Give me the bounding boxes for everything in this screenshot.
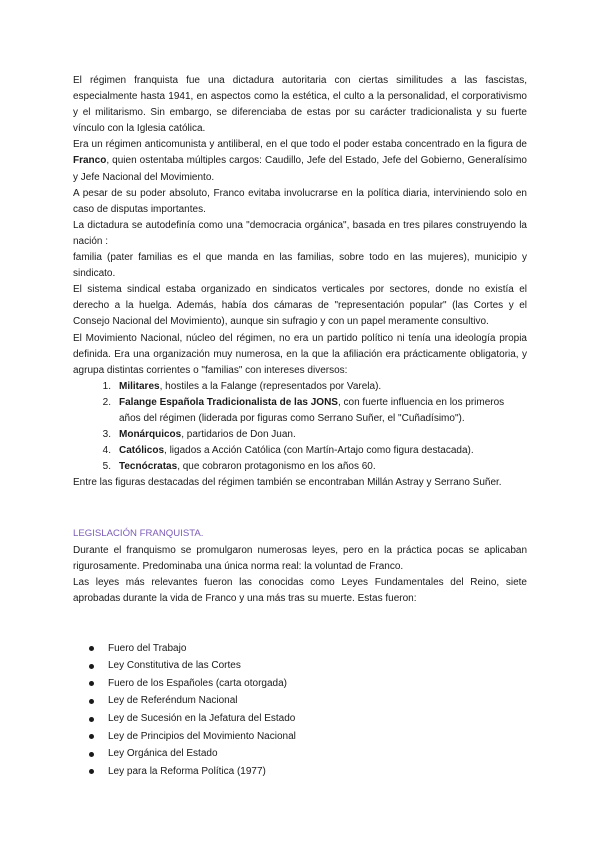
list-item — [73, 693, 527, 711]
list-text — [119, 443, 527, 459]
family-description: , hostiles a la Falange (representados por Varela). — [159, 380, 382, 392]
list-number: 5. — [102, 461, 111, 473]
law-name: Ley de Referéndum Nacional — [108, 695, 238, 707]
paragraph-fundamental-laws: Las leyes más relevantes fueron las conocidas como Leyes Fundamentales del Reino, siete aprobadas durante la vida de Franco y una más tras su muerte. Estas fueron: — [73, 576, 527, 604]
list-item — [73, 710, 527, 728]
list-item — [73, 728, 527, 746]
list-item — [73, 640, 527, 658]
document-page — [73, 73, 527, 781]
list-item — [73, 658, 527, 676]
bullet-icon — [89, 664, 94, 669]
list-text — [119, 395, 527, 427]
list-item — [73, 379, 527, 395]
paragraph-syndical-system: El sistema sindical estaba organizado en sindicatos verticales por sectores, donde no existía el derecho a la huelga. Además, había dos cámaras de "representación popular" (las Cortes y el Consejo Nacional del Movimiento), aunque sin sufragio y con un papel meramente consultivo. — [73, 284, 527, 328]
paragraph-legislation-intro: Durante el franquismo se promulgaron numerosas leyes, pero en la práctica pocas se aplicaban rigurosamente. Predominaba una única norma real: la voluntad de Franco. — [73, 544, 527, 572]
text-segment: Era un régimen anticomunista y antiliberal, en el que todo el poder estaba concentrado en la figura de — [73, 139, 527, 151]
list-item — [73, 395, 527, 427]
family-description: , que cobraron protagonismo en los años 60. — [177, 461, 376, 473]
bullet-icon — [89, 646, 94, 651]
list-number: 3. — [102, 429, 111, 441]
law-name: Fuero del Trabajo — [108, 642, 187, 654]
family-description: , con fuerte influencia en los primeros años del régimen (liderada por figuras como Serrano Suñer, el "Cuñadísimo"). — [119, 396, 505, 424]
family-name: Católicos — [119, 445, 165, 457]
list-item — [73, 443, 527, 459]
list-item — [73, 745, 527, 763]
list-item — [73, 427, 527, 443]
laws-list — [73, 640, 527, 781]
family-name: Tecnócratas — [119, 461, 178, 473]
list-text — [119, 427, 527, 443]
text-segment: , quien ostentaba múltiples cargos: Caudillo, Jefe del Estado, Jefe del Gobierno, Generalísimo y Jefe Nacional del Movimiento. — [73, 155, 527, 183]
paragraph-national-movement: El Movimiento Nacional, núcleo del régimen, no era un partido político ni tenía una ideología propia definida. Era una organización muy numerosa, en la que la afiliación era prácticamente obligatoria, y agrupa distintas corrientes o "familias" con intereses diversos: — [73, 332, 527, 376]
list-text — [119, 379, 527, 395]
list-item — [73, 675, 527, 693]
paragraph-three-pillars: familia (pater familias es el que manda en las familias, sobre todo en las mujeres), municipio y sindicato. — [73, 252, 527, 280]
law-name: Ley para la Reforma Política (1977) — [108, 765, 266, 777]
bold-franco: Franco — [73, 155, 107, 167]
paragraph-organic-democracy: La dictadura se autodefinía como una "democracia orgánica", basada en tres pilares construyendo la nación : — [73, 219, 527, 247]
bullet-icon — [89, 699, 94, 704]
law-name: Fuero de los Españoles (carta otorgada) — [108, 677, 287, 689]
section-title: LEGISLACIÓN FRANQUISTA. — [73, 528, 204, 540]
list-number: 4. — [102, 445, 111, 457]
law-name: Ley de Principios del Movimiento Nacional — [108, 730, 296, 742]
family-name: Monárquicos — [119, 429, 182, 441]
family-name: Falange Española Tradicionalista de las JONS — [119, 396, 338, 408]
family-name: Militares — [119, 380, 160, 392]
paragraph-regime-intro: El régimen franquista fue una dictadura autoritaria con ciertas similitudes a las fascistas, especialmente hasta 1941, en aspectos como la estética, el culto a la personalidad, el corporativismo y el militarismo. Sin embargo, se diferenciaba de estas por su carácter tradicionalista y su fuerte vínculo con la Iglesia católica. — [73, 75, 527, 135]
law-name: Ley Orgánica del Estado — [108, 748, 218, 760]
families-list — [73, 379, 527, 476]
list-number: 1. — [102, 380, 111, 392]
list-item — [73, 459, 527, 475]
law-name: Ley Constitutiva de las Cortes — [108, 660, 241, 672]
bullet-icon — [89, 681, 94, 686]
paragraph-notable-figures: Entre las figuras destacadas del régimen también se encontraban Millán Astray y Serrano Suñer. — [73, 477, 502, 489]
list-text — [119, 459, 527, 475]
family-description: , partidarios de Don Juan. — [181, 429, 296, 441]
bullet-icon — [89, 734, 94, 739]
list-item — [73, 763, 527, 781]
paragraph-power-concentration — [73, 137, 527, 185]
bullet-icon — [89, 717, 94, 722]
list-number: 2. — [102, 396, 111, 408]
bullet-icon — [89, 769, 94, 774]
family-description: , ligados a Acción Católica (con Martín-Artajo como figura destacada). — [164, 445, 474, 457]
bullet-icon — [89, 752, 94, 757]
paragraph-absolute-power: A pesar de su poder absoluto, Franco evitaba involucrarse en la política diaria, interviniendo solo en caso de disputas importantes. — [73, 187, 527, 215]
law-name: Ley de Sucesión en la Jefatura del Estado — [108, 713, 296, 725]
